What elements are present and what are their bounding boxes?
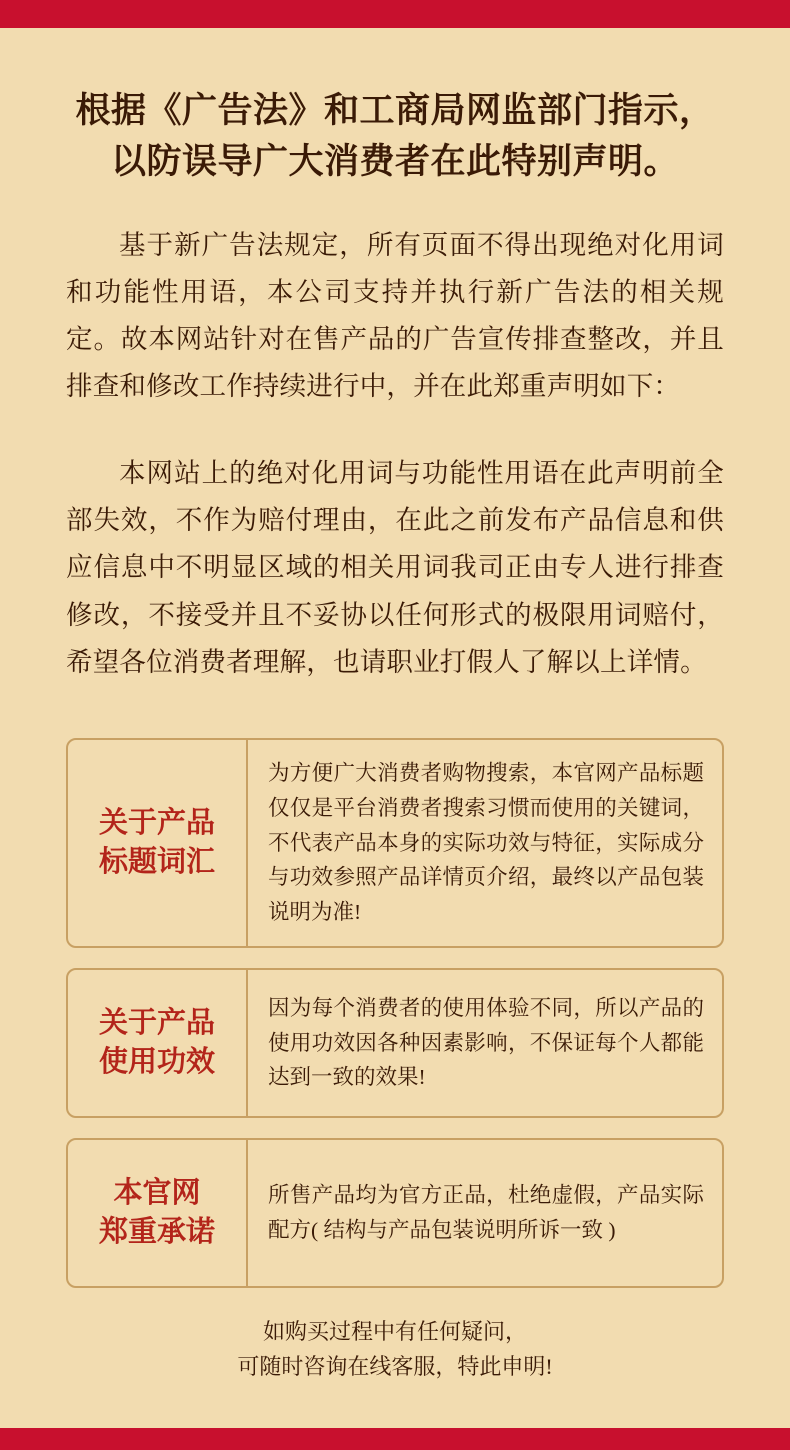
statement-card-list: [66, 738, 724, 1288]
card-official-promise: [66, 1138, 724, 1288]
page-title: [62, 86, 728, 188]
footer-line-1: 如购买过程中有任何疑问，: [262, 1319, 527, 1345]
statement-paragraph-2: 本网站上的绝对化用词与功能性用语在此声明前全部失效，不作为赔付理由，在此之前发布产品信息和供应信息中不明显区域的相关用词我司正由专人进行排查修改，不接受并且不妥协以任何形式的极限用词赔付，希望各位消费者理解，也请职业打假人了解以上详情。: [66, 458, 724, 677]
card-body-product-efficacy: 因为每个消费者的使用体验不同，所以产品的使用功效因各种因素影响，不保证每个人都能达到一致的效果!: [268, 995, 704, 1090]
card-product-efficacy: [66, 968, 724, 1118]
card-title-line-1: 关于产品: [98, 806, 215, 839]
page-title-line-1: 根据《广告法》和工商局网监部门指示，: [75, 91, 715, 130]
card-title-line-2: 使用功效: [98, 1046, 215, 1079]
card-product-title-wording: [66, 738, 724, 948]
card-body-official-promise: 所售产品均为官方正品，杜绝虚假，产品实际配方( 结构与产品包装说明所诉一致 ): [268, 1183, 704, 1243]
bottom-red-band: [0, 1428, 790, 1450]
card-title-official-promise: [68, 1140, 248, 1286]
card-title-line-2: 标题词汇: [98, 845, 215, 878]
top-red-band: [0, 0, 790, 28]
card-title-line-1: 本官网: [113, 1176, 201, 1209]
card-title-line-1: 关于产品: [98, 1006, 215, 1039]
card-title-line-2: 郑重承诺: [98, 1216, 215, 1249]
announcement-panel: [0, 28, 790, 1428]
footer-line-2: 可随时咨询在线客服，特此申明!: [237, 1354, 553, 1380]
card-title-product-efficacy: [68, 970, 248, 1116]
footer-note: [62, 1314, 728, 1384]
card-title-product-title-wording: [68, 740, 248, 946]
statement-paragraph-1: 基于新广告法规定，所有页面不得出现绝对化用词和功能性用语，本公司支持并执行新广告法的相关规定。故本网站针对在售产品的广告宣传排查整改，并且排查和修改工作持续进行中，并在此郑重声明如下：: [66, 229, 724, 401]
card-body-product-title-wording: 为方便广大消费者购物搜索，本官网产品标题仅仅是平台消费者搜索习惯而使用的关键词，不代表产品本身的实际功效与特征，实际成分与功效参照产品详情页介绍，最终以产品包装说明为准!: [268, 760, 704, 925]
page-title-line-2: 以防误导广大消费者在此特别声明。: [110, 141, 679, 181]
